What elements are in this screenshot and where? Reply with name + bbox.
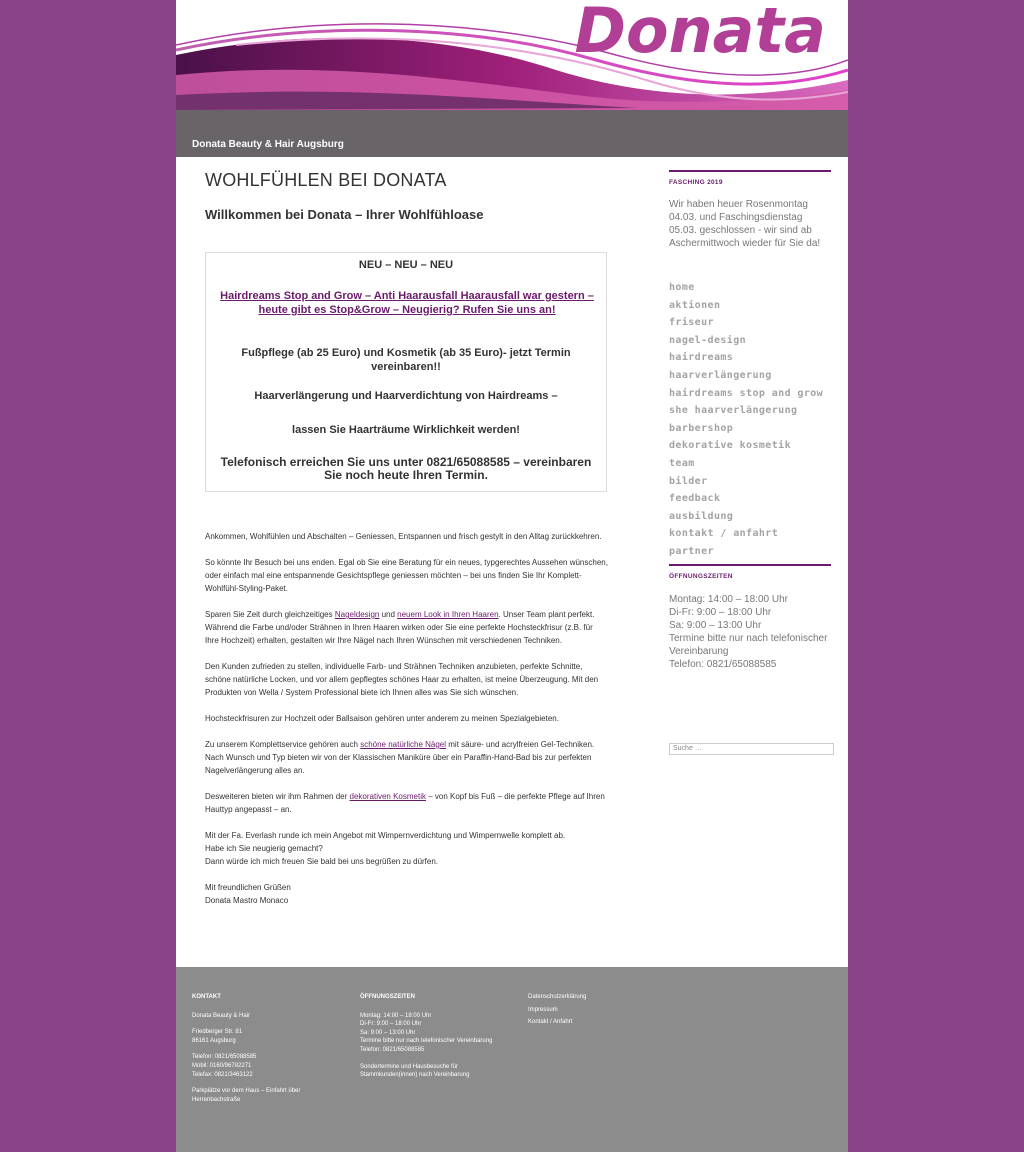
menu-item-kontakt[interactable]: kontakt / anfahrt	[669, 528, 779, 540]
menu-item-ausbildung[interactable]: ausbildung	[669, 510, 734, 522]
paragraph: Hochsteckfrisuren zur Hochzeit oder Ballsaison gehören unter anderem zu meinen Spezialgebieten.	[205, 714, 559, 723]
menu-item-kosmetik[interactable]: dekorative kosmetik	[669, 440, 791, 452]
notice-pedicure: Fußpflege (ab 25 Euro) und Kosmetik (ab 35 Euro)- jetzt Termin vereinbaren!!	[241, 347, 571, 373]
paragraph: Mit der Fa. Everlash runde ich mein Angebot mit Wimpernverdichtung und Wimpernwelle komplett ab. Habe ich Sie neugierig gemacht? Dann würde ich mich freuen Sie bald bei uns begrüßen zu dürfen.	[205, 831, 566, 866]
paragraph: Den Kunden zufrieden zu stellen, individuelle Farb- und Strähnen Techniken anzubieten, perfekte Schnitte, schöne natürliche Locken, und vor allem gepflegtes schönes Haar zu erhalten, ist meine Überzeugung. Mit den Produkten von Wella / System Professional biete ich Ihnen alles was Sie sich wünschen.	[205, 662, 599, 697]
menu-item-hairdreams-extension[interactable]: hairdreams haarverlängerung	[669, 352, 772, 381]
notice-dreams: lassen Sie Haarträume Wirklichkeit werden!	[292, 424, 520, 436]
menu-item-home[interactable]: home	[669, 282, 695, 293]
main-content	[205, 170, 608, 905]
notice-new: NEU – NEU – NEU	[358, 259, 454, 271]
footer-hours: ÖFFNUNGSZEITEN Montag: 14:00 – 18:00 Uhr Di-Fr: 9:00 – 18:00 Uhr Sa: 9:00 – 13:00 Uhr Termine bitte nur nach telefonischer Vereinbarung Telefon: 0821/65088585 Sondertermine und Hausbesuche für Stammkunden(innen) nach Vereinbarung	[360, 993, 498, 1080]
notice-box	[205, 252, 607, 492]
hours-text: Montag: 14:00 – 18:00 Uhr Di-Fr: 9:00 – 18:00 Uhr Sa: 9:00 – 13:00 Uhr Termine bitte nur nach telefonischer Vereinbarung Telefon: 0821/65088585	[669, 594, 828, 670]
hours-widget	[669, 564, 831, 671]
logo[interactable]: Donata	[574, 0, 826, 67]
menu-item-aktionen[interactable]: aktionen	[669, 299, 721, 311]
paragraph: Desweiteren bieten wir ihm Rahmen der dekorativen Kosmetik – von Kopf bis Fuß – die perfekte Pflege auf Ihren Hauttyp angepasst – an.	[205, 792, 605, 814]
site-title-bar	[176, 110, 848, 157]
cosmetics-link[interactable]: dekorativen Kosmetik	[349, 792, 426, 801]
notice-phone: Telefonisch erreichen Sie uns unter 0821/65088585 – vereinbaren Sie noch heute Ihren Termin.	[220, 455, 592, 482]
footer-hours-title: ÖFFNUNGSZEITEN	[360, 994, 415, 1000]
menu-item-hairdreams-stop-grow[interactable]: hairdreams stop and grow	[669, 387, 824, 399]
contact-link[interactable]: Kontakt / Anfahrt	[528, 1019, 573, 1026]
paragraph: Zu unserem Komplettservice gehören auch schöne natürliche Nägel mit säure- und acrylfreien Gel-Techniken. Nach Wunsch und Typ bieten wir von der Klassischen Maniküre über ein Paraffin-Hand-Bad bis zur perfekten Nagelverlängerung alles an.	[205, 740, 595, 775]
menu-item-barbershop[interactable]: barbershop	[669, 422, 734, 434]
menu-item-team[interactable]: team	[669, 457, 695, 469]
site-title[interactable]: Donata Beauty & Hair Augsburg	[192, 139, 344, 150]
paragraph: Sparen Sie Zeit durch gleichzeitiges Nageldesign und neuem Look in Ihren Haaren. Unser Team plant perfekt. Während die Farbe und/oder Strähnen in Ihren Haaren wirken oder Sie eine perfekte Hochsteckfrisur (z.B. für Ihre Hochzeit) erhalten, gestalten wir Ihre Nägel nach Ihren Wünschen mit verschiedenen Techniken.	[205, 610, 595, 645]
welcome-heading: Willkommen bei Donata – Ihrer Wohlfühloase	[205, 207, 484, 222]
footer	[176, 967, 848, 1152]
header-banner	[176, 0, 848, 110]
footer-contact: KONTAKT Donata Beauty & Hair Friedberger Str. 81 86161 Augsburg Telefon: 0821/65088585 Mobil: 0160/96782271 Telefax: 0821/3463122 Parkplätze vor dem Haus – Einfahrt über Herrenbachstraße	[192, 993, 342, 1104]
menu-item-bilder[interactable]: bilder	[669, 475, 708, 487]
menu-item-partner[interactable]: partner	[669, 545, 714, 557]
natural-nails-link[interactable]: schöne natürliche Nägel	[360, 740, 447, 749]
menu-item-she-extension[interactable]: she haarverlängerung	[669, 405, 798, 417]
hours-title: ÖFFNUNGSZEITEN	[669, 573, 733, 580]
page	[176, 0, 848, 1152]
fasching-title: FASCHING 2019	[669, 179, 723, 186]
footer-links	[528, 993, 678, 1031]
menu-item-nagel-design[interactable]: nagel-design	[669, 334, 747, 346]
search-input[interactable]: Suche …	[669, 743, 834, 755]
footer-contact-title: KONTAKT	[192, 994, 221, 1000]
new-look-link[interactable]: neuem Look in Ihren Haaren	[397, 610, 499, 619]
menu-item-feedback[interactable]: feedback	[669, 493, 721, 505]
fasching-text: Wir haben heuer Rosenmontag 04.03. und Faschingsdienstag 05.03. geschlossen - wir sind ab Aschermittwoch wieder für Sie da!	[669, 199, 821, 249]
menu-item-friseur[interactable]: friseur	[669, 317, 714, 329]
nageldesign-link[interactable]: Nageldesign	[334, 610, 380, 619]
sidebar	[669, 170, 831, 752]
widget-divider	[669, 564, 831, 566]
body-text	[205, 530, 608, 920]
paragraph: So könnte Ihr Besuch bei uns enden. Egal ob Sie eine Beratung für ein neues, typgerechtes Aussehen wünschen, oder einfach mal eine entspannende Gesichtspflege geniessen möchten – bei uns finden Sie Ihr Komplett-Wohlfühl-Styling-Paket.	[205, 558, 608, 593]
widget-divider	[669, 170, 831, 172]
page-title: WOHLFÜHLEN BEI DONATA	[205, 170, 447, 190]
privacy-link[interactable]: Datenschutzerklärung	[528, 994, 587, 1000]
impressum-link[interactable]: Impressum	[528, 1006, 558, 1013]
hairdreams-link[interactable]: Hairdreams Stop and Grow – Anti Haarausfall Haarausfall war gestern – heute gibt es Stop&Grow – Neugierig? Rufen Sie uns an!	[220, 290, 594, 316]
nav-menu	[669, 279, 831, 561]
paragraph: Ankommen, Wohlfühlen und Abschalten – Geniessen, Entspannen und frisch gestylt in den Alltag zurückkehren.	[205, 532, 602, 541]
signature: Mit freundlichen Grüßen Donata Mastro Monaco	[205, 883, 291, 905]
notice-extension: Haarverlängerung und Haarverdichtung von Hairdreams –	[254, 390, 558, 402]
